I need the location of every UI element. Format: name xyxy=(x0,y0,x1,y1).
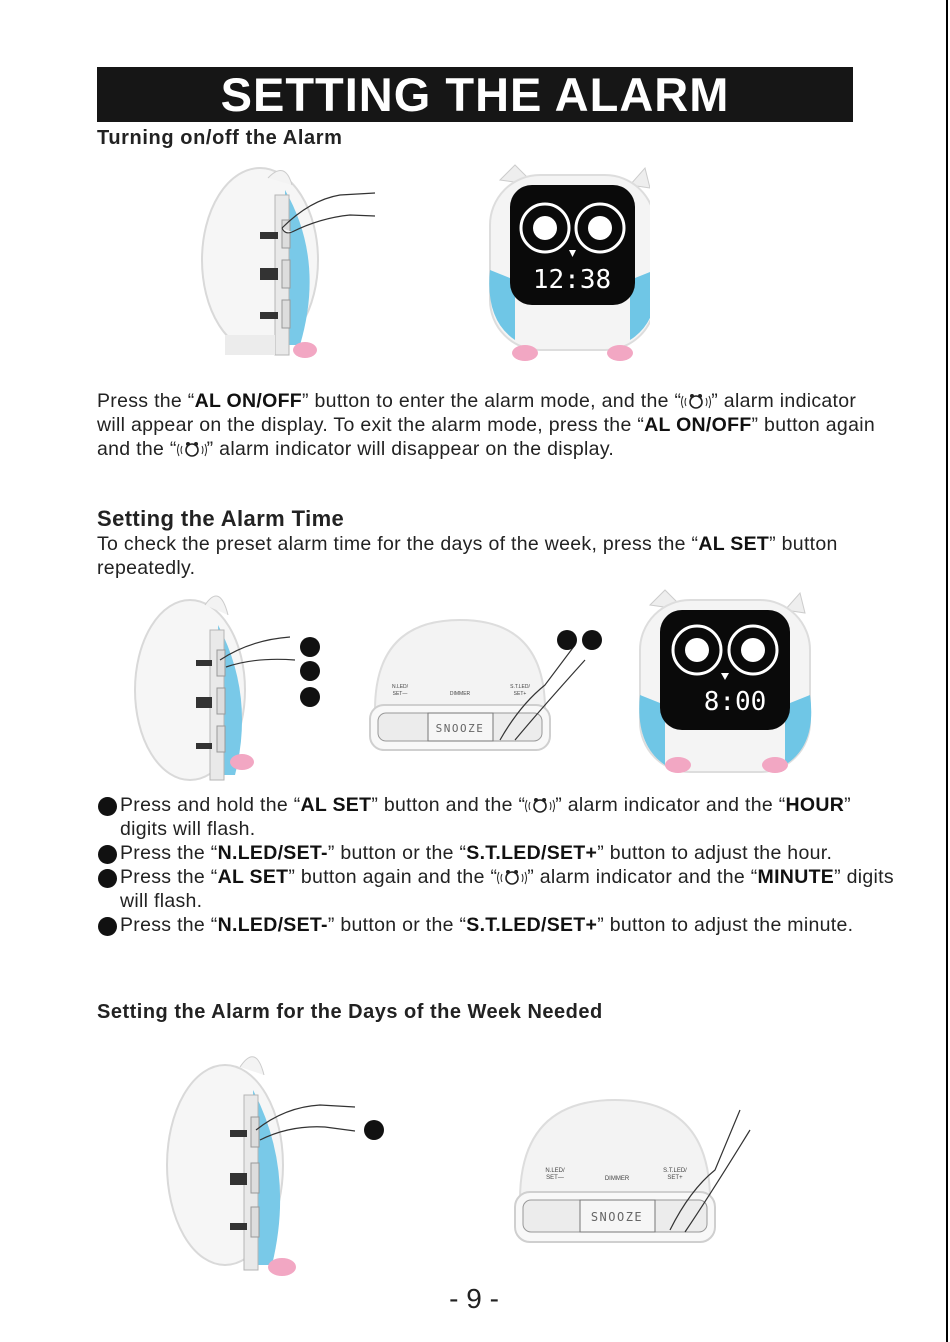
para-check-preset: To check the preset alarm time for the days of the week, press the “AL SET” button repeatedly. xyxy=(97,533,838,579)
list-item: Press and hold the “AL SET” button and the “ ” alarm indicator and the “HOUR” digits will flash. xyxy=(98,793,898,841)
svg-text:SNOOZE: SNOOZE xyxy=(590,1210,644,1224)
clock-side-view xyxy=(202,168,318,358)
svg-text:DIMMER: DIMMER xyxy=(449,691,471,697)
clock-side-view xyxy=(167,1057,384,1276)
svg-text:SET+: SET+ xyxy=(667,1175,683,1181)
svg-text:N.LED/: N.LED/ xyxy=(391,684,409,690)
alarm-indicator-icon xyxy=(177,440,207,458)
alarm-indicator-icon xyxy=(525,796,555,814)
section-heading-days-of-week: Setting the Alarm for the Days of the Week Needed xyxy=(97,1001,603,1023)
illustration-alarm-time xyxy=(130,585,830,785)
page-number: - 9 - xyxy=(449,1283,499,1314)
list-item: Press the “N.LED/SET-” button or the “S.T.LED/SET+” button to adjust the hour. xyxy=(98,841,898,865)
bullet-icon xyxy=(98,797,117,816)
clock-front-view xyxy=(639,590,811,773)
svg-text:DIMMER: DIMMER xyxy=(604,1176,630,1182)
para-alarm-on-off: Press the “AL ON/OFF” button to enter the alarm mode, and the “ ” alarm indicator will appear on the display. To exit the alarm mode, press the “AL ON/OFF” button again and the “ ” alarm indicator will disappear on the display. xyxy=(97,390,876,460)
svg-text:SET—: SET— xyxy=(392,691,408,697)
display-time-2: 8:00 xyxy=(703,687,767,717)
section-heading-turning-on-off: Turning on/off the Alarm xyxy=(97,127,343,149)
clock-base-top-view xyxy=(515,1100,750,1242)
alarm-indicator-icon xyxy=(681,392,711,410)
bullet-icon xyxy=(98,845,117,864)
illustration-alarm-on-off xyxy=(190,160,650,370)
bullet-icon xyxy=(98,917,117,936)
list-item: Press the “N.LED/SET-” button or the “S.T.LED/SET+” button to adjust the minute. xyxy=(98,913,898,937)
bullet-icon xyxy=(98,869,117,888)
page-title: SETTING THE ALARM xyxy=(97,67,853,122)
svg-text:SET—: SET— xyxy=(546,1175,564,1181)
clock-base-top-view xyxy=(370,620,602,750)
svg-text:S.T.LED/: S.T.LED/ xyxy=(510,684,530,690)
svg-text:N.LED/: N.LED/ xyxy=(545,1168,565,1174)
clock-front-view xyxy=(489,165,650,361)
svg-text:SET+: SET+ xyxy=(513,691,527,697)
clock-side-view xyxy=(135,596,320,780)
svg-text:S.T.LED/: S.T.LED/ xyxy=(663,1168,687,1174)
list-item: Press the “AL SET” button again and the “ ” alarm indicator and the “MINUTE” digits will flash. xyxy=(98,865,898,913)
alarm-indicator-icon xyxy=(497,868,527,886)
display-time-1: 12:38 xyxy=(532,265,612,295)
alarm-time-steps xyxy=(98,793,898,937)
svg-text:SNOOZE: SNOOZE xyxy=(435,722,485,735)
illustration-days-of-week xyxy=(160,1045,760,1285)
section-heading-setting-time: Setting the Alarm Time xyxy=(97,506,345,531)
